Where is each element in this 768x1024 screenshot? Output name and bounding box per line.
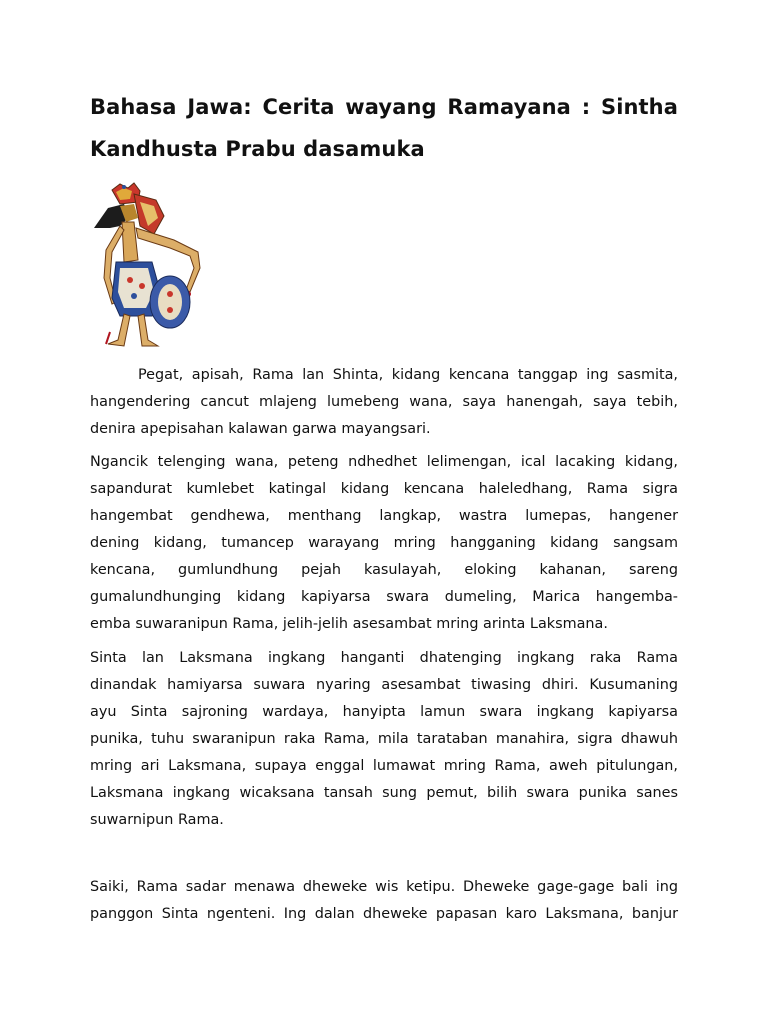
text-line: dening kidang, tumancep warayang mring hangganing kidang sangsam <box>90 535 678 551</box>
document-title: Bahasa Jawa: Cerita wayang Ramayana : Sintha Kandhusta Prabu dasamuka <box>90 95 678 161</box>
text-line: Saiki, Rama sadar menawa dheweke wis ketipu. Dheweke gage-gage bali ing <box>90 879 678 895</box>
text-line: kencana, gumlundhung pejah kasulayah, eloking kahanan, sareng <box>90 562 678 578</box>
text-line: hangembat gendhewa, menthang langkap, wastra lumepas, hangener <box>90 508 678 524</box>
text-line: Pegat, apisah, Rama lan Shinta, kidang kencana tanggap ing sasmita, <box>138 367 678 383</box>
text-line: gumalundhunging kidang kapiyarsa swara dumeling, Marica hangemba- <box>90 589 678 605</box>
text-line: suwarnipun Rama. <box>90 812 224 828</box>
text-line: Ngancik telenging wana, peteng ndhedhet lelimengan, ical lacaking kidang, <box>90 454 678 470</box>
text-line: Laksmana ingkang wicaksana tansah sung pemut, bilih swara punika sanes <box>90 785 678 801</box>
text-line: emba suwaranipun Rama, jelih-jelih asesambat mring arinta Laksmana. <box>90 616 608 632</box>
text-line: panggon Sinta ngenteni. Ing dalan dheweke papasan karo Laksmana, banjur <box>90 906 678 922</box>
paragraph-1 <box>90 362 678 443</box>
text-line: punika, tuhu swaranipun raka Rama, mila tarataban manahira, sigra dhawuh <box>90 731 678 747</box>
text-line: denira apepisahan kalawan garwa mayangsari. <box>90 421 431 437</box>
paragraph-2 <box>90 449 678 638</box>
text-line: Sinta lan Laksmana ingkang hanganti dhatenging ingkang raka Rama <box>90 650 678 666</box>
text-line: sapandurat kumlebet katingal kidang kencana haleledhang, Rama sigra <box>90 481 678 497</box>
text-line: hangendering cancut mlajeng lumebeng wana, saya hanengah, saya tebih, <box>90 394 678 410</box>
paragraph-4 <box>90 874 678 928</box>
text-line: mring ari Laksmana, supaya enggal lumawat mring Rama, aweh pitulungan, <box>90 758 678 774</box>
text-line: ayu Sinta sajroning wardaya, hanyipta lamun swara ingkang kapiyarsa <box>90 704 678 720</box>
text-line: dinandak hamiyarsa suwara nyaring asesambat tiwasing dhiri. Kusumaning <box>90 677 678 693</box>
paragraph-3 <box>90 645 678 834</box>
wayang-puppet-illustration <box>90 182 212 352</box>
